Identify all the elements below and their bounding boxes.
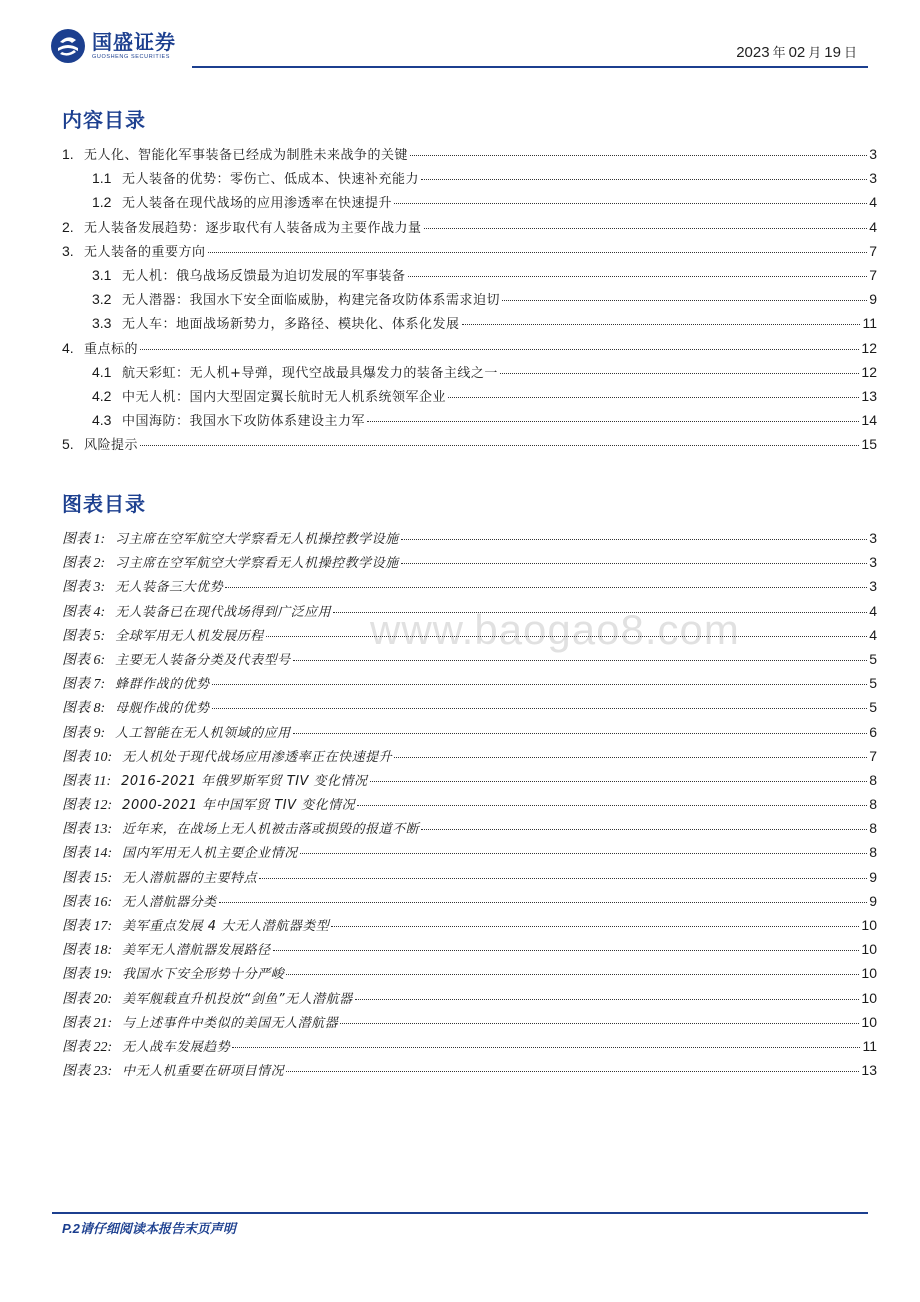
toc-entry[interactable] (62, 434, 877, 458)
toc-entry-page: 7 (869, 266, 877, 283)
toc-entry-number: 5. (62, 436, 74, 453)
toc-entry[interactable] (62, 410, 877, 434)
figure-entry-number: 图表 22: (62, 1039, 113, 1055)
toc-entry-title: 重点标的 (84, 341, 139, 357)
figure-entry-page: 10 (861, 1013, 877, 1030)
figure-entry-page: 10 (861, 941, 877, 958)
figure-entry-page: 4 (869, 626, 877, 643)
figure-entry-page: 3 (869, 530, 877, 546)
figure-entry-title: 人工智能在无人机领域的应用 (115, 725, 291, 741)
dot-leader (357, 805, 867, 806)
dot-leader (273, 950, 860, 951)
figure-entry[interactable] (62, 673, 877, 697)
figure-entry-title: 近年来，在战场上无人机被击落或损毁的报道不断 (122, 822, 420, 838)
dot-leader (293, 660, 868, 661)
figure-entry-page: 9 (869, 868, 877, 885)
figure-entry-page: 8 (869, 844, 877, 861)
figure-entry[interactable] (62, 818, 877, 842)
toc-entry-number: 4. (62, 339, 74, 356)
figure-entry[interactable] (62, 939, 877, 963)
toc-entry-number: 1. (62, 146, 74, 162)
toc-entry-number: 3.1 (92, 266, 112, 283)
dot-leader (140, 445, 859, 446)
figure-entry-page: 11 (862, 1037, 877, 1054)
figure-entry[interactable] (62, 576, 877, 600)
figure-entry-page: 3 (869, 554, 877, 571)
toc-entry-page: 12 (861, 363, 877, 380)
figure-entry-number: 图表 2: (62, 556, 106, 572)
figure-entry-page: 5 (869, 675, 877, 692)
toc-entry-title: 中无人机：国内大型固定翼长航时无人机系统领军企业 (122, 389, 447, 405)
figure-entry-number: 图表 10: (62, 749, 113, 765)
figure-entry-title: 国内军用无人机主要企业情况 (122, 846, 298, 862)
figure-entry-page: 6 (869, 723, 877, 740)
figure-entry-number: 图表 23: (62, 1064, 113, 1080)
toc-entry-title: 风险提示 (84, 438, 139, 454)
figure-entry[interactable] (62, 1060, 877, 1084)
figure-entry-title: 无人机处于现代战场应用渗透率正在快速提升 (122, 749, 393, 765)
toc-entry-page: 3 (869, 146, 877, 162)
dot-leader (331, 926, 859, 927)
dot-leader (225, 587, 867, 588)
dot-leader (448, 397, 859, 398)
dot-leader (340, 1023, 859, 1024)
dot-leader (500, 373, 860, 374)
toc-entry[interactable] (62, 192, 877, 216)
dot-leader (208, 252, 868, 253)
figure-entry-number: 图表 13: (62, 822, 113, 838)
figure-entry-number: 图表 21: (62, 1015, 113, 1031)
dot-leader (219, 902, 868, 903)
figure-entry-page: 4 (869, 602, 877, 619)
figure-entry-number: 图表 15: (62, 870, 113, 886)
dot-leader (333, 612, 867, 613)
dot-leader (286, 1071, 859, 1072)
dot-leader (232, 1047, 860, 1048)
toc-entry-number: 1.2 (92, 194, 112, 211)
figure-entry[interactable] (62, 649, 877, 673)
figure-entry-title: 母舰作战的优势 (115, 701, 210, 717)
figure-entry-number: 图表 8: (62, 701, 106, 717)
toc-list (62, 144, 877, 458)
toc-entry[interactable] (62, 338, 877, 362)
dot-leader (394, 757, 867, 758)
figure-entry-number: 图表 18: (62, 943, 113, 959)
dot-leader (408, 276, 868, 277)
figure-entry[interactable] (62, 794, 877, 818)
dot-leader (424, 228, 868, 229)
figure-entry[interactable] (62, 528, 877, 552)
figure-entry-page: 8 (869, 796, 877, 813)
figure-entry[interactable] (62, 552, 877, 576)
figure-entry-number: 图表 19: (62, 967, 113, 983)
header-divider (192, 66, 868, 68)
toc-entry-title: 无人车：地面战场新势力，多路径、模块化、体系化发展 (122, 317, 460, 333)
figure-entry[interactable] (62, 746, 877, 770)
toc-entry[interactable] (62, 168, 877, 192)
figure-entry-title: 无人装备三大优势 (115, 580, 224, 596)
figure-entry-number: 图表 14: (62, 846, 113, 862)
toc-entry-title: 航天彩虹：无人机+导弹，现代空战最具爆发力的装备主线之一 (122, 365, 498, 381)
dot-leader (410, 155, 867, 156)
toc-entry-title: 无人化、智能化军事装备已经成为制胜未来战争的关键 (84, 148, 409, 163)
dot-leader (421, 179, 867, 180)
brand-logo (50, 28, 176, 64)
dot-leader (212, 708, 868, 709)
figure-entry[interactable] (62, 625, 877, 649)
figure-entry-title: 无人装备已在现代战场得到广泛应用 (115, 604, 332, 620)
figure-list-title: 图表目录 (62, 492, 146, 516)
figure-entry-title: 我国水下安全形势十分严峻 (122, 967, 285, 983)
toc-entry-page: 13 (861, 387, 877, 404)
watermark: www.baogao8.com (370, 606, 740, 653)
toc-entry[interactable] (62, 289, 877, 313)
page-footer (62, 1218, 236, 1237)
toc-entry-number: 2. (62, 218, 74, 235)
toc-entry[interactable] (62, 386, 877, 410)
figure-entry-number: 图表 16: (62, 894, 113, 910)
toc-entry[interactable] (62, 217, 877, 241)
figure-entry-title: 习主席在空军航空大学察看无人机操控教学设施 (115, 532, 399, 547)
toc-entry-page: 14 (861, 412, 877, 429)
figure-entry-number: 图表 9: (62, 725, 106, 741)
figure-entry-page: 10 (861, 965, 877, 982)
figure-entry-title: 中无人机重要在研项目情况 (122, 1064, 285, 1080)
brand-subtitle: GUOSHENG SECURITIES (92, 54, 171, 60)
figure-entry-number: 图表 6: (62, 652, 106, 668)
dot-leader (367, 421, 859, 422)
toc-entry-title: 无人装备的优势：零伤亡、低成本、快速补充能力 (122, 172, 420, 188)
figure-entry-number: 图表 1: (62, 532, 106, 547)
page-header (0, 0, 920, 70)
page-number: P.2 (62, 1221, 80, 1236)
figure-entry[interactable] (62, 1036, 877, 1060)
figure-entry-number: 图表 5: (62, 628, 106, 644)
figure-entry-number: 图表 17: (62, 919, 113, 934)
toc-entry-page: 15 (861, 436, 877, 453)
figure-entry-number: 图表 12: (62, 798, 113, 814)
figure-entry-title: 美军重点发展 4 大无人潜航器类型 (122, 919, 330, 934)
figure-entry-title: 全球军用无人机发展历程 (115, 628, 264, 644)
toc-entry-title: 中国海防：我国水下攻防体系建设主力军 (122, 414, 366, 430)
toc-entry-title: 无人装备在现代战场的应用渗透率在快速提升 (122, 196, 393, 212)
brand-logo-icon (50, 28, 86, 64)
figure-entry-title: 主要无人装备分类及代表型号 (115, 652, 291, 668)
toc-entry-page: 3 (869, 170, 877, 187)
dot-leader (300, 853, 868, 854)
figure-entry-number: 图表 4: (62, 604, 106, 620)
toc-entry-number: 3.3 (92, 315, 112, 332)
figure-entry-number: 图表 3: (62, 580, 106, 596)
figure-entry-page: 7 (869, 747, 877, 764)
figure-entry-page: 3 (869, 578, 877, 595)
toc-entry-number: 4.3 (92, 412, 112, 429)
dot-leader (462, 324, 861, 325)
dot-leader (259, 878, 867, 879)
toc-entry-page: 9 (869, 291, 877, 308)
figure-entry[interactable] (62, 915, 877, 939)
figure-entry-page: 5 (869, 650, 877, 667)
figure-entry-page: 8 (869, 820, 877, 837)
disclaimer-note: 请仔细阅读本报告末页声明 (79, 1222, 236, 1237)
dot-leader (421, 829, 867, 830)
figure-entry[interactable] (62, 891, 877, 915)
figure-entry-title: 无人战车发展趋势 (122, 1039, 231, 1055)
toc-entry[interactable] (62, 362, 877, 386)
figure-entry[interactable] (62, 697, 877, 721)
toc-entry[interactable] (62, 144, 877, 168)
toc-entry[interactable] (62, 241, 877, 265)
toc-entry-title: 无人机：俄乌战场反馈最为迫切发展的军事装备 (122, 268, 406, 284)
dot-leader (293, 733, 868, 734)
figure-entry-page: 10 (861, 989, 877, 1006)
toc-entry-title: 无人装备发展趋势：逐步取代有人装备成为主要作战力量 (84, 220, 422, 236)
dot-leader (355, 999, 860, 1000)
figure-entry-page: 8 (869, 771, 877, 788)
toc-entry-title: 无人装备的重要方向 (84, 244, 206, 260)
toc-entry-page: 4 (869, 194, 877, 211)
figure-entry-title: 蜂群作战的优势 (115, 677, 210, 693)
toc-entry-number: 1.1 (92, 170, 112, 187)
toc-entry[interactable] (62, 265, 877, 289)
figure-entry[interactable] (62, 842, 877, 866)
dot-leader (401, 563, 868, 564)
dot-leader (266, 636, 868, 637)
toc-entry[interactable] (62, 313, 877, 337)
report-date: 2023 年 02 月 19 日 (736, 44, 857, 61)
figure-entry-page: 13 (861, 1062, 877, 1079)
figure-entry[interactable] (62, 1012, 877, 1036)
toc-entry-number: 3. (62, 242, 74, 259)
toc-entry-page: 7 (869, 242, 877, 259)
toc-entry-page: 4 (869, 218, 877, 235)
figure-entry-number: 图表 7: (62, 677, 106, 693)
figure-list (62, 528, 877, 1084)
figure-entry-title: 习主席在空军航空大学察看无人机操控教学设施 (115, 556, 399, 572)
figure-entry[interactable] (62, 770, 877, 794)
figure-entry-title: 美军无人潜航器发展路径 (122, 943, 271, 959)
figure-entry[interactable] (62, 988, 877, 1012)
figure-entry-title: 无人潜航器的主要特点 (122, 870, 258, 886)
dot-leader (286, 974, 859, 975)
figure-entry-page: 10 (861, 917, 877, 933)
toc-entry-page: 11 (862, 315, 877, 332)
figure-entry[interactable] (62, 601, 877, 625)
dot-leader (212, 684, 868, 685)
dot-leader (370, 781, 868, 782)
figure-entry-title: 与上述事件中类似的美国无人潜航器 (122, 1015, 339, 1031)
figure-entry-title: 美军舰载直升机投放“剑鱼”无人潜航器 (122, 991, 353, 1007)
toc-entry-number: 4.1 (92, 363, 112, 380)
figure-entry-page: 5 (869, 699, 877, 716)
figure-entry-number: 图表 11: (62, 773, 112, 789)
figure-entry[interactable] (62, 722, 877, 746)
figure-entry-number: 图表 20: (62, 991, 113, 1007)
figure-entry-title: 2016-2021 年俄罗斯军贸 TIV 变化情况 (121, 773, 368, 789)
figure-entry-title: 无人潜航器分类 (122, 894, 217, 910)
figure-entry-page: 9 (869, 892, 877, 909)
dot-leader (502, 300, 867, 301)
brand-name: 国盛证券 (92, 30, 176, 54)
footer-divider (52, 1212, 868, 1214)
dot-leader (394, 203, 867, 204)
figure-entry[interactable] (62, 963, 877, 987)
toc-entry-title: 无人潜器：我国水下安全面临威胁，构建完备攻防体系需求迫切 (122, 293, 501, 309)
figure-entry-title: 2000-2021 年中国军贸 TIV 变化情况 (122, 798, 356, 814)
toc-entry-number: 4.2 (92, 387, 112, 404)
toc-entry-page: 12 (861, 339, 877, 356)
dot-leader (140, 349, 859, 350)
toc-entry-number: 3.2 (92, 291, 112, 308)
dot-leader (401, 539, 868, 540)
toc-title: 内容目录 (62, 108, 146, 132)
figure-entry[interactable] (62, 867, 877, 891)
